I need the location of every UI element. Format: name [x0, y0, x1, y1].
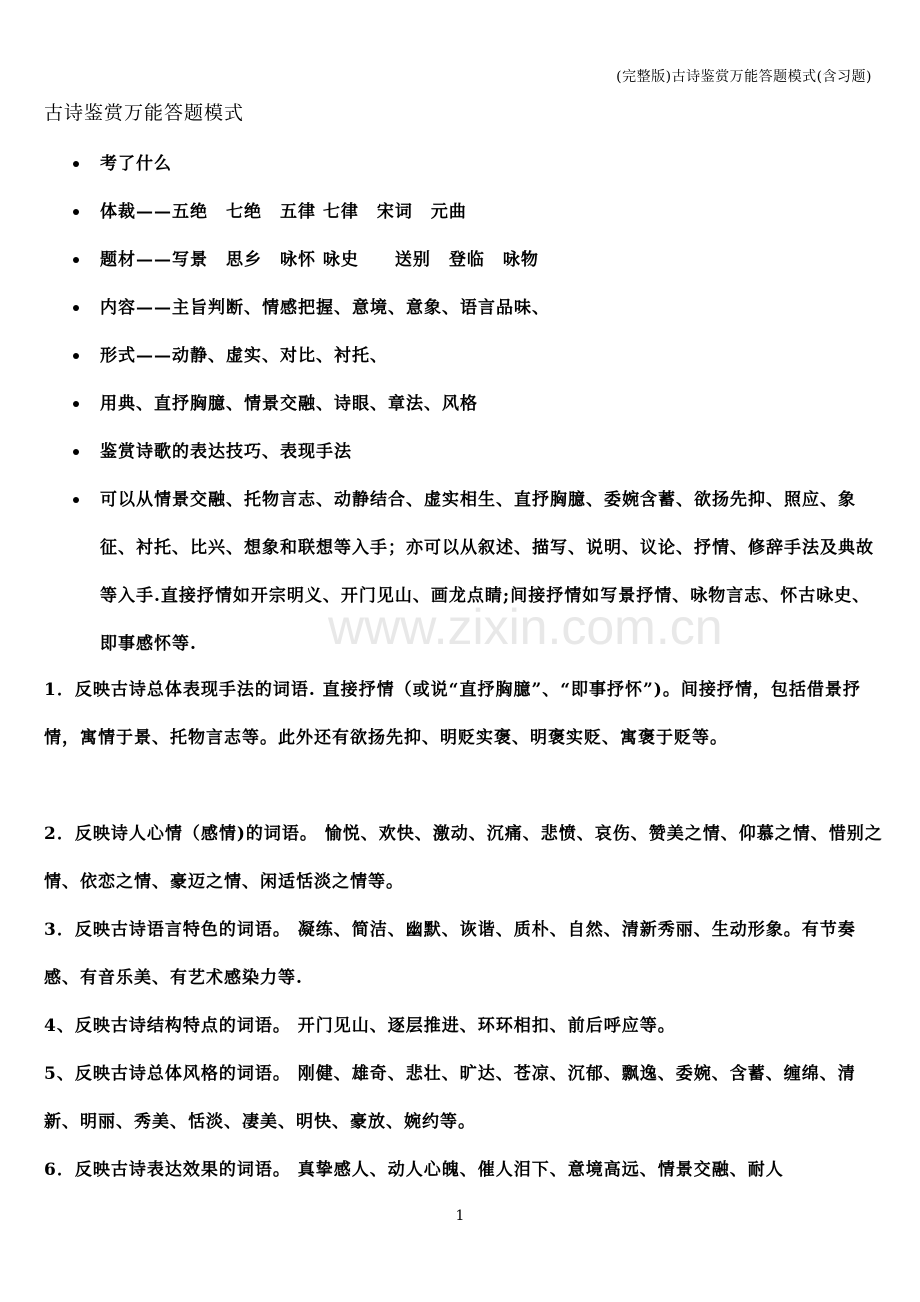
bullet-dot-icon: [73, 257, 79, 263]
bullet-dot-icon: [73, 353, 79, 359]
bullet-dot-icon: [73, 305, 79, 311]
bullet-dot-icon: [73, 449, 79, 455]
bullet-text: 形式——动静、虚实、对比、衬托、: [100, 346, 388, 366]
bullet-item: [0, 428, 920, 476]
paragraph-3: 3．反映古诗语言特色的词语。 凝练、简洁、幽默、诙谐、质朴、自然、清新秀丽、生动形象。有节奏感、有音乐美、有艺术感染力等.: [44, 920, 856, 988]
paragraph-4: 4、反映古诗结构特点的词语。 开门见山、逐层推进、环环相扣、前后呼应等。: [44, 1016, 676, 1036]
page-header: (完整版)古诗鉴赏万能答题模式(含习题): [616, 69, 872, 85]
watermark: www.zixin.com.cn: [328, 599, 723, 655]
paragraph-6: 6．反映古诗表达效果的词语。 真挚感人、动人心魄、催人泪下、意境高远、情景交融、耐人: [44, 1160, 784, 1180]
bullet-list: [0, 140, 920, 668]
bullet-text: 体裁——五绝 七绝 五律 七律 宋词 元曲: [100, 202, 467, 222]
bullet-text: 考了什么: [100, 154, 172, 174]
bullet-item: [0, 476, 920, 668]
paragraph-2: 2．反映诗人心情（感情)的词语。 愉悦、欢快、激动、沉痛、悲愤、哀伤、赞美之情、仰慕之情、惜别之情、依恋之情、豪迈之情、闲适恬淡之情等。: [44, 824, 883, 892]
bullet-text: 鉴赏诗歌的表达技巧、表现手法: [100, 442, 352, 462]
bullet-item: [0, 140, 920, 188]
page-number: 1: [455, 1208, 465, 1224]
bullet-dot-icon: [73, 497, 79, 503]
bullet-text: 用典、直抒胸臆、情景交融、诗眼、章法、风格: [100, 394, 478, 414]
bullet-item: [0, 332, 920, 380]
bullet-text: 可以从情景交融、托物言志、动静结合、虚实相生、直抒胸臆、委婉含蓄、欲扬先抑、照应、象征、衬托、比兴、想象和联想等入手；亦可以从叙述、描写、说明、议论、抒情、修辞手法及典故等入手.直接抒情如开宗明义、开门见山、画龙点睛;间接抒情如写景抒情、咏物言志、怀古咏史、即事感怀等.: [100, 490, 874, 654]
bullet-item: [0, 380, 920, 428]
document-title: 古诗鉴赏万能答题模式: [44, 102, 245, 124]
bullet-item: [0, 236, 920, 284]
bullet-dot-icon: [73, 401, 79, 407]
bullet-text: 内容——主旨判断、情感把握、意境、意象、语言品味、: [100, 298, 550, 318]
bullet-text: 题材——写景 思乡 咏怀 咏史 送别 登临 咏物: [100, 250, 539, 270]
bullet-item: [0, 188, 920, 236]
paragraph-5: 5、反映古诗总体风格的词语。 刚健、雄奇、悲壮、旷达、苍凉、沉郁、飘逸、委婉、含蓄、缠绵、清新、明丽、秀美、恬淡、凄美、明快、豪放、婉约等。: [44, 1064, 856, 1132]
paragraph-1: 1．反映古诗总体表现手法的词语. 直接抒情（或说“直抒胸臆”、“即事抒怀”)。间接抒情，包括借景抒情，寓情于景、托物言志等。此外还有欲扬先抑、明贬实褒、明褒实贬、寓褒于贬等。: [44, 680, 861, 748]
bullet-dot-icon: [73, 161, 79, 167]
bullet-dot-icon: [73, 209, 79, 215]
bullet-item: [0, 284, 920, 332]
